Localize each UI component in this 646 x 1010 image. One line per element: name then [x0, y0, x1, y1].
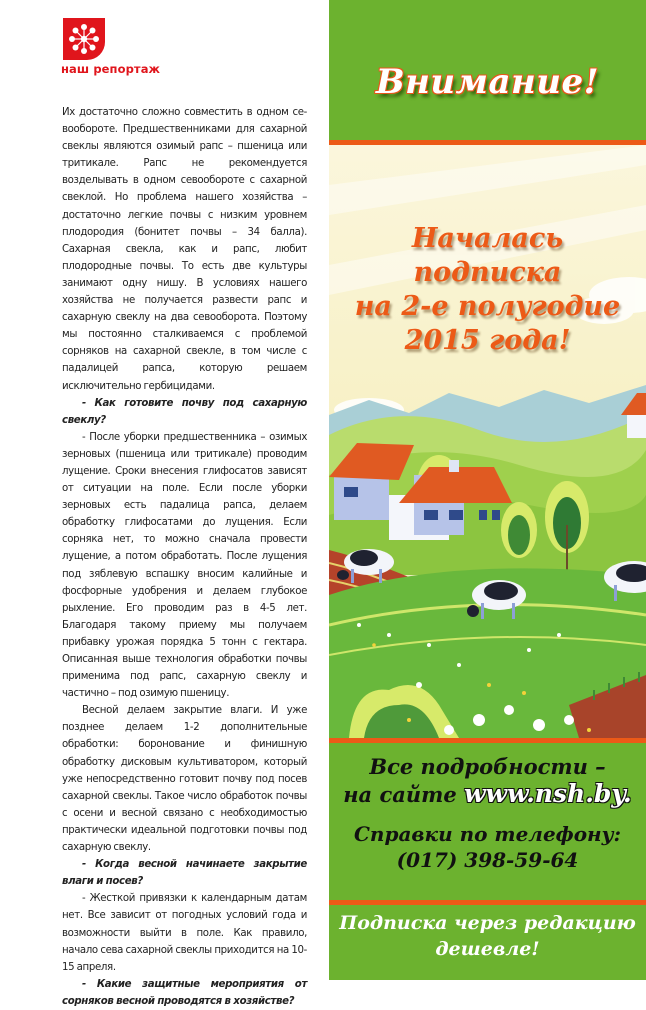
- interview-question: - Когда весной начинаете закрытие влаги и посев?: [62, 859, 307, 888]
- footer-line: дешевле!: [435, 938, 540, 960]
- article-paragraph: Их достаточно сложно совместить в одном се-вообороте. Предшественниками для сахарной свеклы являются озимый рапс – пшеница или тритикале. Рапс не рекомендуется возделывать в одном севообороте с сахарной свеклой. Но проблема нашего хозяйства – достаточно легкие почвы с низким уровнем плодородия (бонитет почвы – 34 балла). Сахарная свекла, как и рапс, любит плодородные почвы. То есть две культуры занимают одну нишу. В условиях нашего хозяйства не получается развести рапс и сахарную свеклу на два севооборота. Поэтому мы постоянно сталкиваемся с проблемой сорняков на сахарной свекле, в том числе с падалицей рапса, которую решаем исключительно гербицидами.: [62, 107, 307, 392]
- subscription-ad: [329, 0, 646, 980]
- interview-answer: - После уборки предшественника – озимых зерновых (пшеница или тритикале) проводим лущение. Сроки внесения глифосатов зависят от ситуации на поле. Если после уборки зерновых есть падалица рапса, делаем обработку глифосатами до лущения. Если сорняка нет, то можно сначала провести лущение, а потом обработать. После лущения под зяблевую вспашку вносим калийные и фосфорные удобрения и делаем глубокое рыхление. Его проводим раз в 4-5 лет. Благодаря такому приему мы получаем прибавку урожая порядка 5 тонн с гектара. Описанная выше технология обработки почвы применима под рапс, сахарную свеклу и частично – под озимую пшеницу.: [62, 431, 307, 700]
- details-line: Все подробности –: [369, 754, 606, 779]
- phone-number: (017) 398-59-64: [396, 848, 579, 872]
- promo-line: 2015 года!: [404, 325, 571, 356]
- promo-line: на 2-е полугодие: [354, 291, 621, 322]
- promo-line: подписка: [413, 257, 562, 288]
- interview-question: - Как готовите почву под сахарную свеклу?: [62, 397, 307, 426]
- divider-line: [329, 738, 646, 743]
- interview-answer: - Жесткой привязки к календарным датам нет. Все зависит от погодных условий года и возможности выйти в поле. Как правило, начало сева сахарной свеклы приходится на 10-15 апреля.: [62, 893, 307, 973]
- phone-block: [329, 821, 646, 873]
- article-body: [62, 104, 307, 1010]
- website-link[interactable]: www.nsh.by.: [464, 779, 632, 808]
- article-paragraph: Весной делаем закрытие влаги. И уже позднее делаем 1-2 дополнительные обработки: боронование и финишную обработку дисковым культиватором, который уже непосредственно готовит почву под посев сахарной свеклы. Такое число обработок почвы с осени и весной связано с необходимостью практически идеальной подготовки почвы под сахарную свеклу.: [62, 705, 307, 854]
- flower-dots-icon: [67, 22, 101, 56]
- footer-slogan: [329, 910, 646, 962]
- phone-label: Справки по телефону:: [354, 822, 621, 846]
- details-prefix: на сайте: [343, 782, 457, 807]
- promo-line: Началась: [411, 223, 564, 254]
- divider-line: [329, 900, 646, 905]
- publication-logo: [63, 18, 105, 60]
- footer-line: Подписка через редакцию: [339, 912, 636, 934]
- details-block: [329, 753, 646, 808]
- interview-question: - Какие защитные мероприятия от сорняков весной проводятся в хозяйстве?: [62, 978, 307, 1007]
- subscription-promo: [329, 222, 646, 358]
- details-line: [329, 780, 646, 808]
- section-rubric: наш репортаж: [61, 62, 161, 76]
- ad-heading: Внимание!: [375, 62, 600, 102]
